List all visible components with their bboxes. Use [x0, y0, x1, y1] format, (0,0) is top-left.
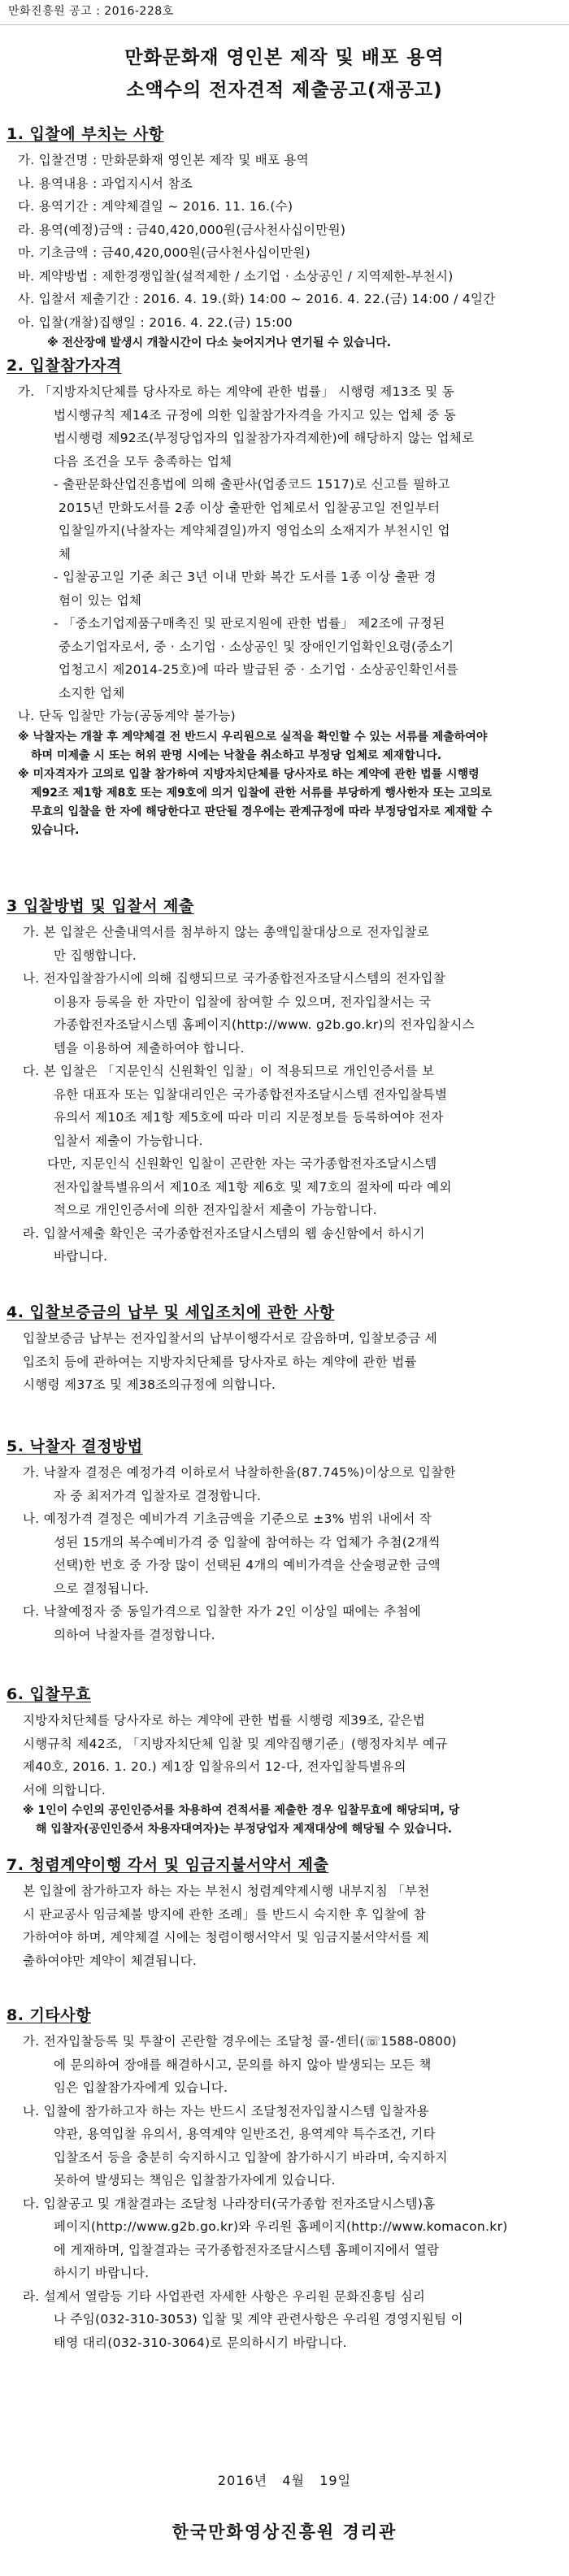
submission-period: 사. 입찰서 제출기간 : 2016. 4. 19.(화) 14:00 ~ 2016. 4. 22.(금) 14:00 / 4일간 [18, 292, 496, 306]
bid-item-name: 가. 입찰건명 : 만화문화재 영인본 제작 및 배포 용역 [18, 153, 310, 167]
section-heading: 8. 기타사항 [7, 2006, 91, 2024]
section-heading: 1. 입찰에 부치는 사항 [7, 125, 164, 143]
method-line: 가종합전자조달시스템 홈페이지(http://www. g2b.go.kr)의 전자입찰시스 [54, 1017, 475, 1032]
misc-line: 나 주임(032-310-3053) 입찰 및 계약 관련사항은 우리원 경영지원팀 이 [54, 2312, 463, 2327]
qualification-line: 다음 조건을 모두 충족하는 업체 [54, 453, 232, 469]
qualification-notes [7, 728, 561, 840]
title-line-2: 소액수의 전자견적 제출공고(재공고) [126, 80, 443, 101]
base-amount: 마. 기초금액 : 금40,420,000원(금사천사십이만원) [18, 245, 311, 260]
method-line: 라. 입찰서제출 확인은 국가종합전자조달시스템의 웹 송신함에서 하시기 [23, 1225, 425, 1241]
section-bid-method [7, 894, 561, 1268]
decision-line: 자 중 최저가격 입찰자로 결정합니다. [54, 1488, 262, 1503]
qualification-line: 험이 있는 업체 [59, 592, 142, 608]
invalid-notes [7, 1802, 561, 1839]
method-line: 적으로 개인인증서에 의한 전자입찰서 제출이 가능합니다. [54, 1203, 377, 1217]
qualification-line: 소지한 업체 [59, 685, 125, 700]
section-heading: 7. 청렴계약이행 각서 및 임금지불서약서 제출 [7, 1856, 329, 1874]
section-heading: 6. 입찰무효 [7, 1685, 91, 1703]
section-bid-items [7, 122, 561, 353]
invalid-line: 지방자치단체를 당사자로 하는 계약에 관한 법률 시행령 제39조, 같은법 [23, 1713, 426, 1728]
note-line: ※ 낙찰자는 개찰 후 계약체결 전 반드시 우리원으로 실적을 확인할 수 있는 서류를 제출하여야 [18, 730, 488, 744]
method-line: 나. 전자입찰참가시에 의해 집행되므로 국가종합전자조달시스템의 전자입찰 [23, 971, 446, 986]
qualification-line: 법시행령 제92조(부정당업자의 입찰참가자격제한)에 해당하지 않는 업체로 [54, 431, 475, 445]
method-line: 템을 이용하여 제출하여야 합니다. [54, 1040, 245, 1056]
system-failure-note: ※ 전산장애 발생시 개찰시간이 다소 늦어지거나 연기될 수 있습니다. [47, 336, 392, 349]
note-line: 무효의 입찰을 한 자에 해당한다고 판단될 경우에는 관계규정에 따라 부정당업자로 제재할 수 [31, 804, 493, 818]
misc-line: 나. 입찰에 참가하고자 하는 자는 반드시 조달청전자입찰시스템 입찰자용 [23, 2103, 430, 2118]
section-winner-decision [7, 1434, 561, 1646]
invalid-line: 시행규칙 제42조, 「지방자치단체 입찰 및 계약집행기준」(행정자치부 예규 [23, 1736, 448, 1751]
method-line: 이용자 등록을 한 자만이 입찰에 참여할 수 있으며, 전자입찰서는 국 [54, 994, 432, 1009]
estimated-amount: 라. 용역(예정)금액 : 금40,420,000원(금사천사십이만원) [18, 222, 346, 237]
decision-line: 선택)한 번호 중 가장 많이 선택된 4개의 예비가격을 산술평균한 금액 [54, 1558, 441, 1572]
misc-line: 하시기 바랍니다. [54, 2266, 150, 2280]
pledge-line: 가하여야 하며, 계약체결 시에는 청렴이행서약서 및 임금지불서약서를 제 [23, 1930, 430, 1945]
misc-line: 임은 입찰참가자에게 있습니다. [54, 2080, 228, 2095]
misc-line: 가. 전자입찰등록 및 투찰이 곤란할 경우에는 조달청 콜-센터(☏1588-0800) [23, 2034, 457, 2049]
misc-line: 에 게재하며, 입찰결과는 국가종합전자조달시스템 홈페이지에서 열람 [54, 2242, 440, 2257]
method-line: 가. 본 입찰은 산출내역서를 첨부하지 않는 총액입찰대상으로 전자입찰로 [23, 925, 430, 939]
invalid-line: 서에 의합니다. [23, 1782, 106, 1798]
note-line: 해 입찰자(공인인증서 차용자대여자)는 부정당업자 제재대상에 해당될 수 있습니다. [36, 1823, 453, 1836]
qualification-line: - 입찰공고일 기준 최근 3년 이내 만화 복간 도서를 1종 이상 출판 경 [54, 570, 437, 584]
misc-line: 페이지(http://www.g2b.go.kr)와 우리원 홈페이지(http://www.komacon.kr) [54, 2219, 508, 2234]
section-bid-deposit [7, 1300, 561, 1397]
note-line: 있습니다. [31, 823, 80, 837]
method-line: 전자입찰특별유의서 제10조 제1항 제6호 및 제7호의 절차에 따라 예외 [54, 1179, 452, 1195]
decision-line: 의하여 낙찰자를 결정합니다. [54, 1627, 215, 1642]
note-line: ※ 1인이 수인의 공인인증서를 차용하여 견적서를 제출한 경우 입찰무효에 해당되며, 당 [23, 1804, 460, 1817]
section-heading: 2. 입찰참가자격 [7, 357, 122, 375]
decision-line: 으로 결정됩니다. [54, 1581, 150, 1596]
misc-line: 태영 대리(032-310-3064)로 문의하시기 바랍니다. [54, 2335, 347, 2350]
section-miscellaneous [7, 2003, 561, 2354]
section-heading: 4. 입찰보증금의 납부 및 세입조치에 관한 사항 [7, 1303, 335, 1321]
decision-line: 성된 15개의 복수예비가격 중 입찰에 참여하는 각 업체가 추첨(2개씩 [54, 1534, 441, 1550]
qualification-line: 법시행규칙 제14조 규정에 의한 입찰참가자격을 가지고 있는 업체 중 동 [54, 407, 457, 423]
header-divider [0, 24, 569, 25]
method-line: 다만, 지문인식 신원확인 입찰이 곤란한 자는 국가종합전자조달시스템 [47, 1156, 437, 1171]
section-heading: 3 입찰방법 및 입찰서 제출 [7, 897, 194, 915]
issuer-signature: 한국만화영상진흥원 경리관 [172, 2522, 397, 2542]
qualification-line: - 출판문화산업진흥법에 의해 출판사(업종코드 1517)로 신고를 필하고 [54, 477, 450, 492]
note-line: 하며 미제출 시 또는 허위 판명 시에는 낙찰을 취소하고 부정당 업체로 제재합니다. [31, 748, 442, 762]
misc-line: 입찰조서 등을 충분히 숙지하시고 입찰에 참가하시기 바라며, 숙지하지 [54, 2149, 448, 2165]
contract-method: 바. 계약방법 : 제한경쟁입찰(설적제한 / 소기업 · 소상공인 / 지역제한-부천시) [18, 268, 454, 284]
qualification-line: 가. 「지방자치단체를 당사자로 하는 계약에 관한 법률」 시행령 제13조 및 동 [18, 384, 455, 399]
qualification-line: 체 [59, 546, 72, 562]
invalid-line: 제40호, 2016. 1. 20.) 제1장 입찰유의서 12-다, 전자입찰특별유의 [23, 1759, 406, 1774]
bid-opening-date: 아. 입찰(개찰)집행일 : 2016. 4. 22.(금) 15:00 [18, 314, 293, 330]
method-line: 유의서 제10조 제1항 제5호에 따라 미리 지문정보를 등록하여야 전자 [54, 1110, 444, 1125]
section-heading: 5. 낙찰자 결정방법 [7, 1438, 143, 1455]
qualification-line: 업청고시 제2014-25호)에 따라 발급된 중 · 소기업 · 소상공인확인서를 [59, 662, 459, 677]
pledge-line: 시 판교공사 임금체불 방지에 관한 조례」를 반드시 숙지한 후 입찰에 참 [23, 1906, 426, 1922]
method-line: 바랍니다. [54, 1249, 108, 1264]
note-line: 제92조 제1항 제8호 또는 제9호에 의거 입찰에 관한 서류를 부당하게 행사한자 또는 고의로 [31, 786, 493, 800]
method-line: 유한 대표자 또는 입찰대리인은 국가종합전자조달시스템 전자입찰특별 [54, 1086, 448, 1102]
misc-line: 에 문의하여 장애를 해결하시고, 문의를 하지 않아 발생되는 모든 책 [54, 2057, 432, 2072]
qualification-line: 2015년 만화도서를 2종 이상 출판한 업체로서 입찰공고일 전일부터 [59, 500, 441, 515]
qualification-line: 입찰일까지(낙찰자는 계약체결일)까지 영업소의 소재지가 부천시인 업 [59, 523, 450, 538]
qualification-line: 나. 단독 입찰만 가능(공동계약 불가능) [18, 709, 236, 723]
misc-line: 라. 설계서 열람등 기타 사업관련 자세한 사항은 우리원 문화진흥팀 심리 [23, 2288, 426, 2304]
misc-line: 약관, 용역입찰 유의서, 용역계약 일반조건, 용역계약 특수조건, 기타 [54, 2127, 436, 2141]
deposit-line: 입찰보증금 납부는 전자입찰서의 납부이행각서로 갈음하며, 입찰보증금 세 [23, 1331, 438, 1346]
method-line: 입찰서 제출이 가능합니다. [54, 1133, 203, 1148]
notice-number: 만화진흥원 공고 : 2016-228호 [8, 5, 174, 18]
decision-line: 다. 낙찰예정자 중 동일가격으로 입찰한 자가 2인 이상일 때에는 추첨에 [23, 1604, 422, 1619]
qualification-line: - 「중소기업제품구매촉진 및 판로지원에 관한 법률」 제2조에 규정된 [54, 616, 445, 631]
pledge-line: 출하여야만 계약이 체결됩니다. [23, 1953, 198, 1968]
title-line-1: 만화문화재 영인본 제작 및 배포 용역 [124, 47, 445, 68]
section-qualification [7, 353, 561, 840]
section-integrity-pledge [7, 1853, 561, 1972]
decision-line: 나. 예정가격 결정은 예비가격 기초금액을 기준으로 ±3% 범위 내에서 작 [23, 1511, 432, 1526]
deposit-line: 입조치 등에 관하여는 지방자치단체를 당사자로 하는 계약에 관한 법률 [23, 1354, 417, 1369]
qualification-line: 중소기업자로서, 중 · 소기업 · 소상공인 및 장애인기업확인요령(중소기 [59, 639, 454, 654]
notice-date: 2016년 4월 19일 [217, 2473, 352, 2488]
deposit-line: 시행령 제37조 및 제38조의규정에 의합니다. [23, 1377, 276, 1392]
misc-line: 못하여 발생되는 책임은 입찰참가자에게 있습니다. [54, 2173, 336, 2188]
decision-line: 가. 낙찰자 결정은 예정가격 이하로서 낙찰하한율(87.745%)이상으로 입찰한 [23, 1465, 456, 1480]
pledge-line: 본 입찰에 참가하고자 하는 자는 부천시 청렴계약제시행 내부지침 「부천 [23, 1884, 430, 1898]
method-line: 만 집행합니다. [54, 948, 137, 963]
section-bid-invalid [7, 1682, 561, 1839]
method-line: 다. 본 입찰은 「지문인식 신원확인 입찰」이 적용되므로 개인인증서를 보 [23, 1064, 435, 1078]
note-line: ※ 미자격자가 고의로 입찰 참가하여 지방자치단체를 당사자로 하는 계약에 관한 법률 시행령 [18, 767, 480, 781]
service-period: 다. 용역기간 : 계약체결일 ~ 2016. 11. 16.(수) [18, 199, 293, 214]
service-content: 나. 용역내용 : 과업지시서 참조 [18, 176, 193, 191]
misc-line: 다. 입찰공고 및 개찰결과는 조달청 나라장터(국가종합 전자조달시스템)홈 [23, 2196, 436, 2211]
